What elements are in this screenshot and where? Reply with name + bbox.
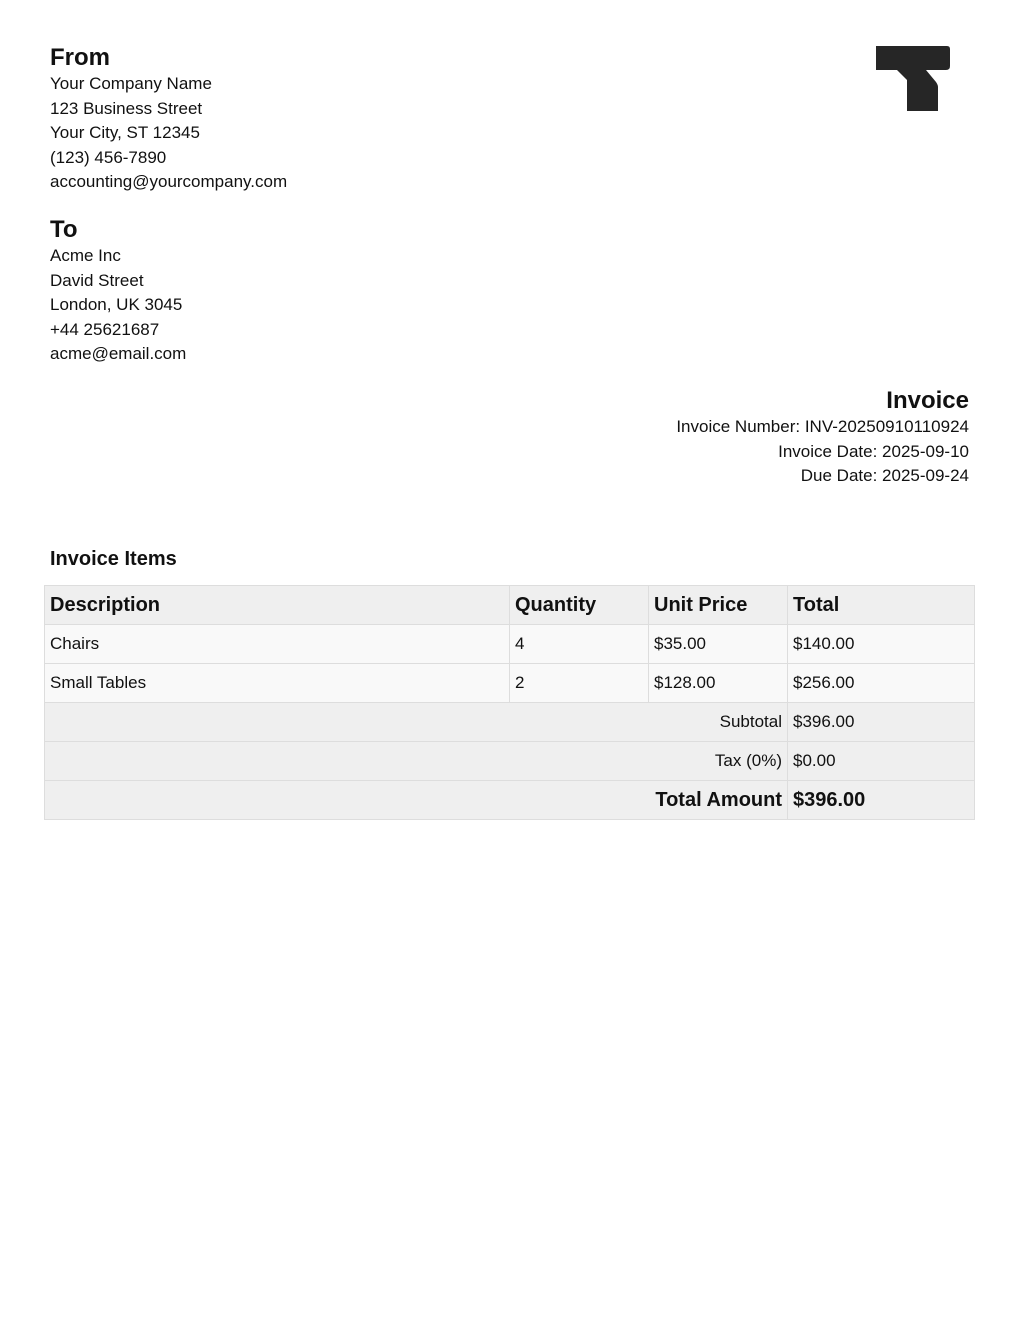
cell-unit-price: $35.00	[649, 625, 788, 664]
total-value: $396.00	[788, 781, 975, 820]
cell-total: $140.00	[788, 625, 975, 664]
header-unit-price: Unit Price	[649, 586, 788, 625]
table-row	[45, 625, 975, 664]
to-street: David Street	[50, 270, 144, 290]
cell-description: Small Tables	[45, 664, 510, 703]
total-label: Total Amount	[45, 781, 788, 820]
from-phone: (123) 456-7890	[50, 147, 167, 167]
to-phone: +44 25621687	[50, 319, 160, 339]
header-description: Description	[45, 586, 510, 625]
from-email: accounting@yourcompany.com	[50, 172, 288, 191]
table-row	[45, 664, 975, 703]
from-heading: From	[50, 44, 110, 71]
cell-unit-price: $128.00	[649, 664, 788, 703]
cell-quantity: 4	[510, 625, 649, 664]
from-city: Your City, ST 12345	[50, 123, 200, 142]
tax-value: $0.00	[788, 742, 975, 781]
cell-total: $256.00	[788, 664, 975, 703]
subtotal-row	[45, 703, 975, 742]
cell-quantity: 2	[510, 664, 649, 703]
from-street: 123 Business Street	[50, 98, 203, 118]
to-heading: To	[50, 216, 78, 243]
to-email: acme@email.com	[50, 344, 187, 363]
to-city: London, UK 3045	[50, 295, 183, 314]
to-company: Acme Inc	[50, 246, 121, 265]
invoice-title: Invoice	[886, 387, 969, 414]
subtotal-label: Subtotal	[45, 703, 788, 742]
from-company: Your Company Name	[50, 74, 212, 93]
to-section	[50, 216, 186, 367]
due-date: Due Date: 2025-09-24	[800, 466, 969, 485]
invoice-number: Invoice Number: INV-20250910110924	[676, 417, 969, 436]
company-logo-t-icon	[876, 46, 950, 111]
table-header	[45, 586, 975, 625]
total-row	[45, 781, 975, 820]
subtotal-value: $396.00	[788, 703, 975, 742]
tax-label: Tax (0%)	[45, 742, 788, 781]
items-title: Invoice Items	[50, 548, 177, 570]
tax-row	[45, 742, 975, 781]
header-total: Total	[788, 586, 975, 625]
cell-description: Chairs	[45, 625, 510, 664]
invoice-date: Invoice Date: 2025-09-10	[778, 441, 969, 461]
from-section	[50, 44, 287, 195]
items-table	[44, 585, 975, 820]
invoice-meta	[676, 387, 969, 489]
header-quantity: Quantity	[510, 586, 649, 625]
